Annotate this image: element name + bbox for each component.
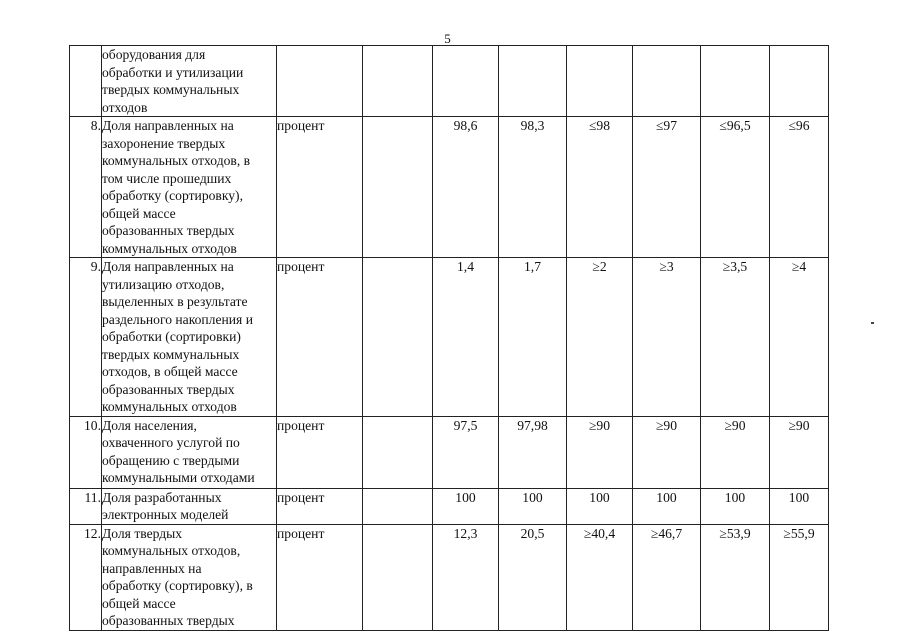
row-number: 9. [70, 258, 102, 417]
value-cell: ≤96,5 [701, 117, 770, 258]
indicator-name-line: обработки (сортировки) [102, 329, 241, 344]
value-cell [433, 46, 499, 117]
indicator-name [102, 117, 277, 258]
empty-cell [363, 117, 433, 258]
empty-cell [363, 524, 433, 630]
indicator-name-line: оборудования для [102, 47, 206, 62]
value-cell: 97,98 [499, 416, 567, 488]
value-cell: ≤98 [567, 117, 633, 258]
row-number: 10. [70, 416, 102, 488]
indicator-name-line: обработку (сортировку), [102, 188, 243, 203]
row-number [70, 46, 102, 117]
indicator-name-line: отходов [102, 99, 148, 115]
value-cell: ≥90 [567, 416, 633, 488]
indicator-name-line: коммунальных отходов [102, 240, 237, 256]
indicator-name-line: захоронение твердых [102, 135, 226, 151]
value-cell: ≥40,4 [567, 524, 633, 630]
table-row [70, 46, 829, 117]
value-cell: ≤97 [633, 117, 701, 258]
value-cell [770, 46, 829, 117]
value-cell: 97,5 [433, 416, 499, 488]
indicator-name-line: образованных твердых [102, 381, 235, 397]
unit-cell: процент [277, 117, 363, 258]
value-cell: ≥55,9 [770, 524, 829, 630]
value-cell: 100 [770, 488, 829, 524]
value-cell: ≥3 [633, 258, 701, 417]
table-row [70, 416, 829, 488]
empty-cell [363, 488, 433, 524]
value-cell [701, 46, 770, 117]
value-cell: ≥90 [701, 416, 770, 488]
value-cell: 100 [499, 488, 567, 524]
indicator-name-line: направленных на [102, 560, 202, 576]
unit-cell: процент [277, 258, 363, 417]
indicator-name [102, 258, 277, 417]
value-cell: ≥2 [567, 258, 633, 417]
indicator-name-line: твердых коммунальных [102, 82, 240, 97]
value-cell: ≥53,9 [701, 524, 770, 630]
indicator-name-line: Доля населения, [102, 417, 197, 433]
value-cell: 20,5 [499, 524, 567, 630]
empty-cell [363, 416, 433, 488]
table-row [70, 117, 829, 258]
indicator-name-line: Доля разработанных [102, 489, 222, 505]
value-cell: ≥3,5 [701, 258, 770, 417]
table-row [70, 524, 829, 630]
unit-cell: процент [277, 416, 363, 488]
indicator-name-line: обработки и утилизации [102, 64, 244, 80]
table-row [70, 488, 829, 524]
page-number: 5 [444, 31, 451, 46]
row-number: 12. [70, 524, 102, 630]
row-number: 11. [70, 488, 102, 524]
value-cell [499, 46, 567, 117]
unit-cell: процент [277, 488, 363, 524]
indicator-name-line: коммунальных отходов [102, 399, 237, 414]
indicator-name-line: охваченного услугой по [102, 435, 240, 450]
indicator-name-line: обращению с твердыми [102, 452, 240, 468]
value-cell [567, 46, 633, 117]
indicator-name-line: общей массе [102, 205, 176, 221]
indicator-name [102, 416, 277, 488]
indicator-name-line: образованных твердых [102, 223, 235, 238]
scan-speck [871, 322, 874, 324]
value-cell: 100 [633, 488, 701, 524]
indicators-table [69, 45, 829, 631]
value-cell: ≥46,7 [633, 524, 701, 630]
indicator-name-line: коммунальными отходами [102, 470, 255, 485]
value-cell: 12,3 [433, 524, 499, 630]
value-cell: ≥4 [770, 258, 829, 417]
empty-cell [363, 258, 433, 417]
indicator-name-line: коммунальных отходов, [102, 543, 241, 558]
indicator-name-line: Доля твердых [102, 525, 183, 541]
table-row [70, 258, 829, 417]
indicator-name-line: раздельного накопления и [102, 311, 253, 327]
value-cell: 98,6 [433, 117, 499, 258]
value-cell: 100 [433, 488, 499, 524]
unit-cell: процент [277, 524, 363, 630]
value-cell: 100 [701, 488, 770, 524]
value-cell: 1,4 [433, 258, 499, 417]
value-cell: ≥90 [770, 416, 829, 488]
indicator-name [102, 524, 277, 630]
indicator-name [102, 488, 277, 524]
indicator-name-line: обработку (сортировку), в [102, 578, 253, 593]
value-cell: 100 [567, 488, 633, 524]
indicator-name-line: том числе прошедших [102, 170, 232, 186]
value-cell [633, 46, 701, 117]
indicator-name-line: коммунальных отходов, в [102, 153, 251, 168]
table-body [70, 46, 829, 631]
indicator-name-line: выделенных в результате [102, 294, 248, 309]
indicator-name-line: образованных твердых [102, 613, 235, 628]
indicator-name [102, 46, 277, 117]
empty-cell [363, 46, 433, 117]
value-cell: ≥90 [633, 416, 701, 488]
value-cell: 98,3 [499, 117, 567, 258]
indicator-name-line: общей массе [102, 595, 176, 611]
indicator-name-line: утилизацию отходов, [102, 276, 225, 292]
value-cell: 1,7 [499, 258, 567, 417]
value-cell: ≤96 [770, 117, 829, 258]
indicator-name-line: твердых коммунальных [102, 346, 240, 362]
unit-cell [277, 46, 363, 117]
indicator-name-line: отходов, в общей массе [102, 364, 238, 379]
row-number: 8. [70, 117, 102, 258]
indicator-name-line: Доля направленных на [102, 259, 234, 274]
indicator-name-line: Доля направленных на [102, 118, 234, 133]
indicator-name-line: электронных моделей [102, 507, 229, 522]
